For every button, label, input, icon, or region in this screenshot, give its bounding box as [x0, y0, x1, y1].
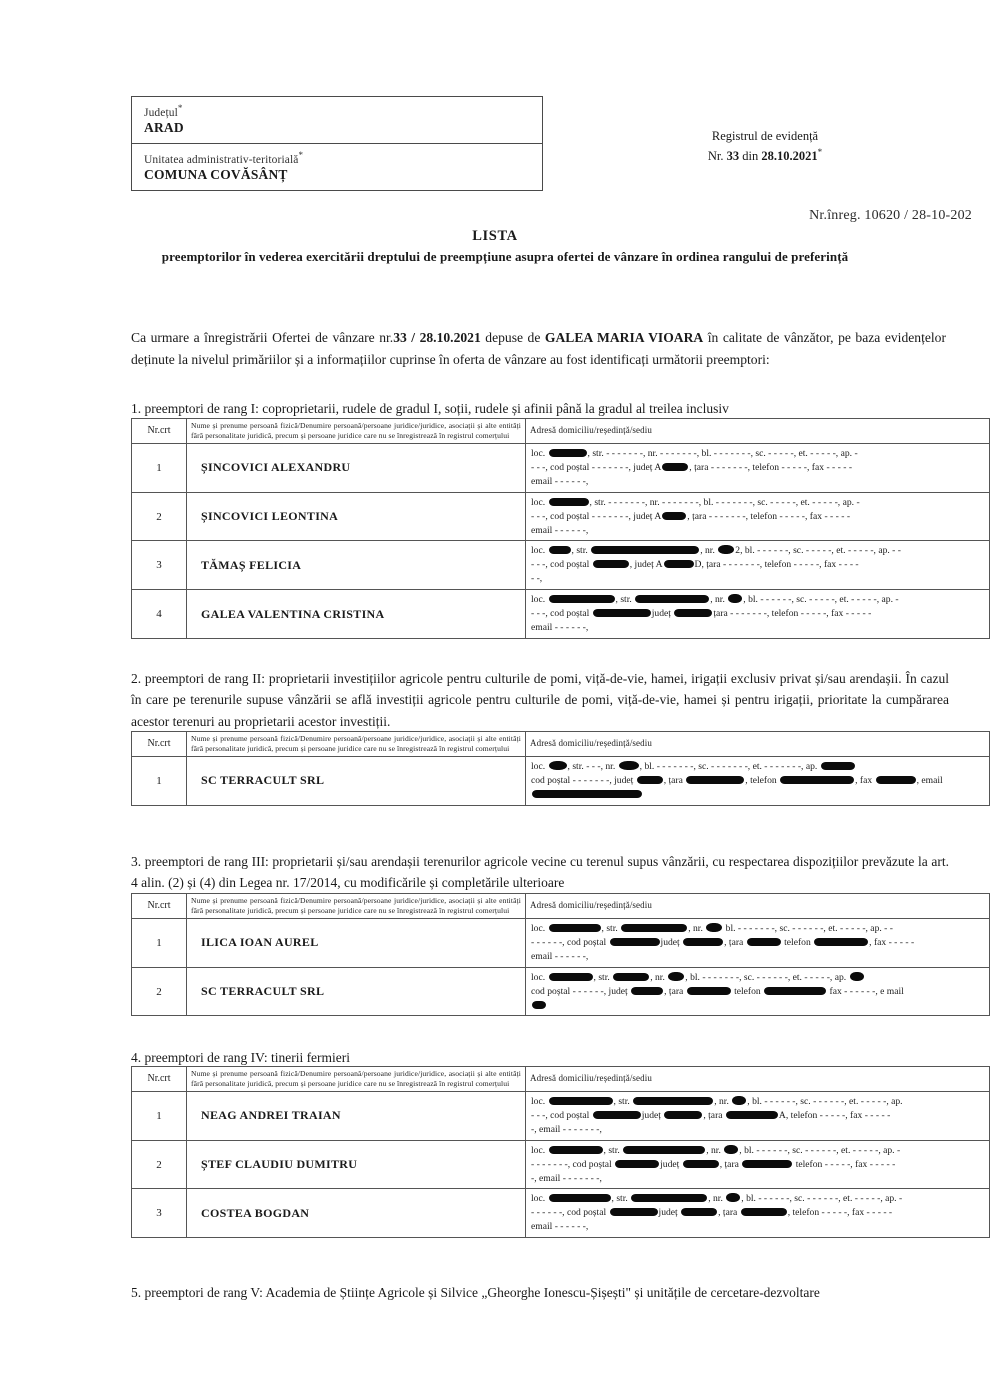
- row-nr: 1: [132, 1092, 187, 1141]
- page-title: LISTA: [472, 228, 518, 244]
- row-name: ȘTEF CLAUDIU DUMITRU: [187, 1140, 526, 1189]
- table-row: [132, 919, 990, 968]
- row-name: COSTEA BOGDAN: [187, 1189, 526, 1238]
- table-row: [132, 1189, 990, 1238]
- row-name: TĂMAȘ FELICIA: [187, 541, 526, 590]
- row-nr: 2: [132, 492, 187, 541]
- row-nr: 2: [132, 967, 187, 1016]
- uat-value: COMUNA COVĂSÂNȚ: [144, 166, 288, 182]
- section-heading-rang-4: 4. preemptori de rang IV: tinerii fermieri: [131, 1050, 351, 1065]
- county-value: ARAD: [144, 119, 184, 135]
- col-address: Adresă domiciliu/reședință/sediu: [526, 894, 990, 919]
- row-name: ILICA IOAN AUREL: [187, 919, 526, 968]
- registry-title: Registrul de evidență: [711, 129, 819, 143]
- table-row: [132, 1140, 990, 1189]
- row-name: NEAG ANDREI TRAIAN: [187, 1092, 526, 1141]
- required-star-icon: *: [817, 147, 823, 158]
- uat-label: Unitatea administrativ-teritorială*: [144, 149, 304, 166]
- county-label: Județul*: [144, 103, 183, 119]
- row-name: ȘINCOVICI LEONTINA: [187, 492, 526, 541]
- table-row: [132, 541, 990, 590]
- row-address: loc. , str. , nr. , bl. - - - - - -, sc. - - - - -, et. - - - - -, ap. - - - -, cod poștal județ țara - - - - - - -, telefon - - - - -, fax - - - - - email - - - - - -,: [526, 590, 990, 639]
- row-name: ȘINCOVICI ALEXANDRU: [187, 444, 526, 493]
- row-nr: 3: [132, 541, 187, 590]
- row-address: loc. , str. , nr. bl. - - - - - - -, sc. - - - - - -, et. - - - - -, ap. - - - - - - - -, cod poștal județ , țara telefon , fax - - - - - email - - - - - -,: [526, 919, 990, 968]
- section-heading-rang-1: 1. preemptori de rang I: coproprietarii, rudele de gradul I, soții, rudele și afinii până la gradul al treilea inclusiv: [131, 401, 729, 416]
- row-address: loc. , str. , nr. , bl. - - - - - -, sc. - - - - - -, et. - - - - -, ap. - - -, cod poștal județ , țara A, telefon - - - - -, fax - - - - - -, email - - - - - - -,: [526, 1092, 990, 1141]
- row-address: loc. , str. , nr. , bl. - - - - - - -, sc. - - - - - -, et. - - - - -, ap. cod poștal - - - - - -, județ , țara telefon fax - - - - - -, e mail: [526, 967, 990, 1016]
- col-name: Nume și prenume persoană fizică/Denumire persoană/persoane juridice/juridice, asociații și alte entități fără personalitate juridică, precum și persoane juridice care nu se înregistrează în registrul comerțului: [187, 419, 526, 444]
- table-header-row: [132, 1067, 990, 1092]
- col-name: Nume și prenume persoană fizică/Denumire persoană/persoane juridice/juridice, asociații și alte entități fără personalitate juridică, precum și persoane juridice care nu se înregistrează în registrul comerțului: [187, 732, 526, 757]
- county-cell: [132, 97, 542, 143]
- row-nr: 1: [132, 757, 187, 806]
- table-row: [132, 967, 990, 1016]
- table-rang-3: [131, 893, 990, 1016]
- table-header-row: [132, 894, 990, 919]
- row-address: loc. , str. - - - - - - -, nr. - - - - - - -, bl. - - - - - - -, sc. - - - - -, et. - - - - -, ap. - - - -, cod poștal - - - - - - -, județ A , țara - - - - - - -, telefon - - - - -, fax - - - - - email - - - - - -,: [526, 444, 990, 493]
- col-name: Nume și prenume persoană fizică/Denumire persoană/persoane juridice/juridice, asociații și alte entități fără personalitate juridică, precum și persoane juridice care nu se înregistrează în registrul comerțului: [187, 1067, 526, 1092]
- section-heading-rang-5: 5. preemptori de rang V: Academia de Științe Agricole și Silvice „Gheorghe Ionescu-Șișești" și unitățile de cercetare-dezvoltare: [131, 1285, 820, 1300]
- section-heading-rang-2: 2. preemptori de rang II: proprietarii investițiilor agricole pentru culturile de pomi, viță-de-vie, hamei, irigații exclusiv privat și/sau arendașii. În cazul în care pe terenurile supuse vânzării se află investiții agricole pentru culturile de pomi, viță-de-vie, hamei și pentru irigații, prioritate la cumpărarea acestor terenuri au proprietarii acestor investiții.: [131, 671, 949, 729]
- uat-cell: [132, 143, 542, 190]
- col-address: Adresă domiciliu/reședință/sediu: [526, 1067, 990, 1092]
- row-name: SC TERRACULT SRL: [187, 967, 526, 1016]
- table-row: [132, 444, 990, 493]
- row-nr: 1: [132, 919, 187, 968]
- page-subtitle: preemptorilor în vederea exercitării dreptului de preempțiune asupra ofertei de vânzare în ordinea rangului de preferință: [161, 249, 849, 264]
- col-nr: Nr.crt: [132, 1067, 187, 1092]
- row-address: loc. , str. , nr. , bl. - - - - - -, sc. - - - - - -, et. - - - - -, ap. - - - - - - -, cod poștal județ , țara , telefon - - - - -, fax - - - - - email - - - - - -,: [526, 1189, 990, 1238]
- row-name: GALEA VALENTINA CRISTINA: [187, 590, 526, 639]
- registry-number-line: Nr. 33 din 28.10.2021*: [707, 147, 823, 164]
- row-nr: 2: [132, 1140, 187, 1189]
- table-row: [132, 757, 990, 806]
- required-star-icon: *: [298, 149, 304, 160]
- section-heading-rang-3: 3. preemptori de rang III: proprietarii și/sau arendașii terenurilor agricole vecine cu terenul supus vânzării, cu respectarea dispozițiilor prevăzute la art. 4 alin. (2) și (4) din Legea nr. 17/2014, cu modificările și completările ulterioare: [131, 854, 949, 891]
- table-rang-2: [131, 731, 990, 806]
- row-address: loc. , str. , nr. , bl. - - - - - -, sc. - - - - - -, et. - - - - -, ap. - - - - - - - -, cod poștal județ , țara telefon - - - - -, fax - - - - - -, email - - - - - - -,: [526, 1140, 990, 1189]
- table-row: [132, 1092, 990, 1141]
- intro-paragraph: Ca urmare a înregistrării Ofertei de vânzare nr.33 / 28.10.2021 depuse de GALEA MARIA VIOARA în calitate de vânzător, pe baza evidențelor deținute la nivelul primăriilor și a informațiilor cuprinse în oferta de vânzare au fost identificați următorii preemptori:: [131, 330, 946, 368]
- row-address: loc. , str. , nr. 2, bl. - - - - - -, sc. - - - - -, et. - - - - -, ap. - - - - -, cod poștal , județ A D, țara - - - - - - -, telefon - - - - -, fax - - - - - -,: [526, 541, 990, 590]
- table-header-row: [132, 732, 990, 757]
- row-name: SC TERRACULT SRL: [187, 757, 526, 806]
- row-address: loc. , str. - - - - - - -, nr. - - - - - - -, bl. - - - - - - -, sc. - - - - -, et. - - - - -, ap. - - - -, cod poștal - - - - - - -, județ A , țara - - - - - - -, telefon - - - - -, fax - - - - - email - - - - - -,: [526, 492, 990, 541]
- table-rang-1: [131, 418, 990, 639]
- col-nr: Nr.crt: [132, 419, 187, 444]
- col-nr: Nr.crt: [132, 732, 187, 757]
- row-nr: 4: [132, 590, 187, 639]
- registry-block: [600, 127, 930, 167]
- table-row: [132, 590, 990, 639]
- table-header-row: [132, 419, 990, 444]
- col-address: Adresă domiciliu/reședință/sediu: [526, 419, 990, 444]
- col-address: Adresă domiciliu/reședință/sediu: [526, 732, 990, 757]
- table-rang-4: [131, 1066, 990, 1238]
- row-nr: 3: [132, 1189, 187, 1238]
- registration-stamp: Nr.înreg. 10620 / 28-10-202: [809, 208, 972, 223]
- header-identification-box: [131, 96, 543, 191]
- table-row: [132, 492, 990, 541]
- col-name: Nume și prenume persoană fizică/Denumire persoană/persoane juridice/juridice, asociații și alte entități fără personalitate juridică, precum și persoane juridice care nu se înregistrează în registrul comerțului: [187, 894, 526, 919]
- row-nr: 1: [132, 444, 187, 493]
- row-address: loc. , str. - - -, nr. , bl. - - - - - - -, sc. - - - - - - -, et. - - - - - - -, ap. cod poștal - - - - - - -, județ , țara , telefon , fax , email: [526, 757, 990, 806]
- required-star-icon: *: [177, 103, 183, 113]
- col-nr: Nr.crt: [132, 894, 187, 919]
